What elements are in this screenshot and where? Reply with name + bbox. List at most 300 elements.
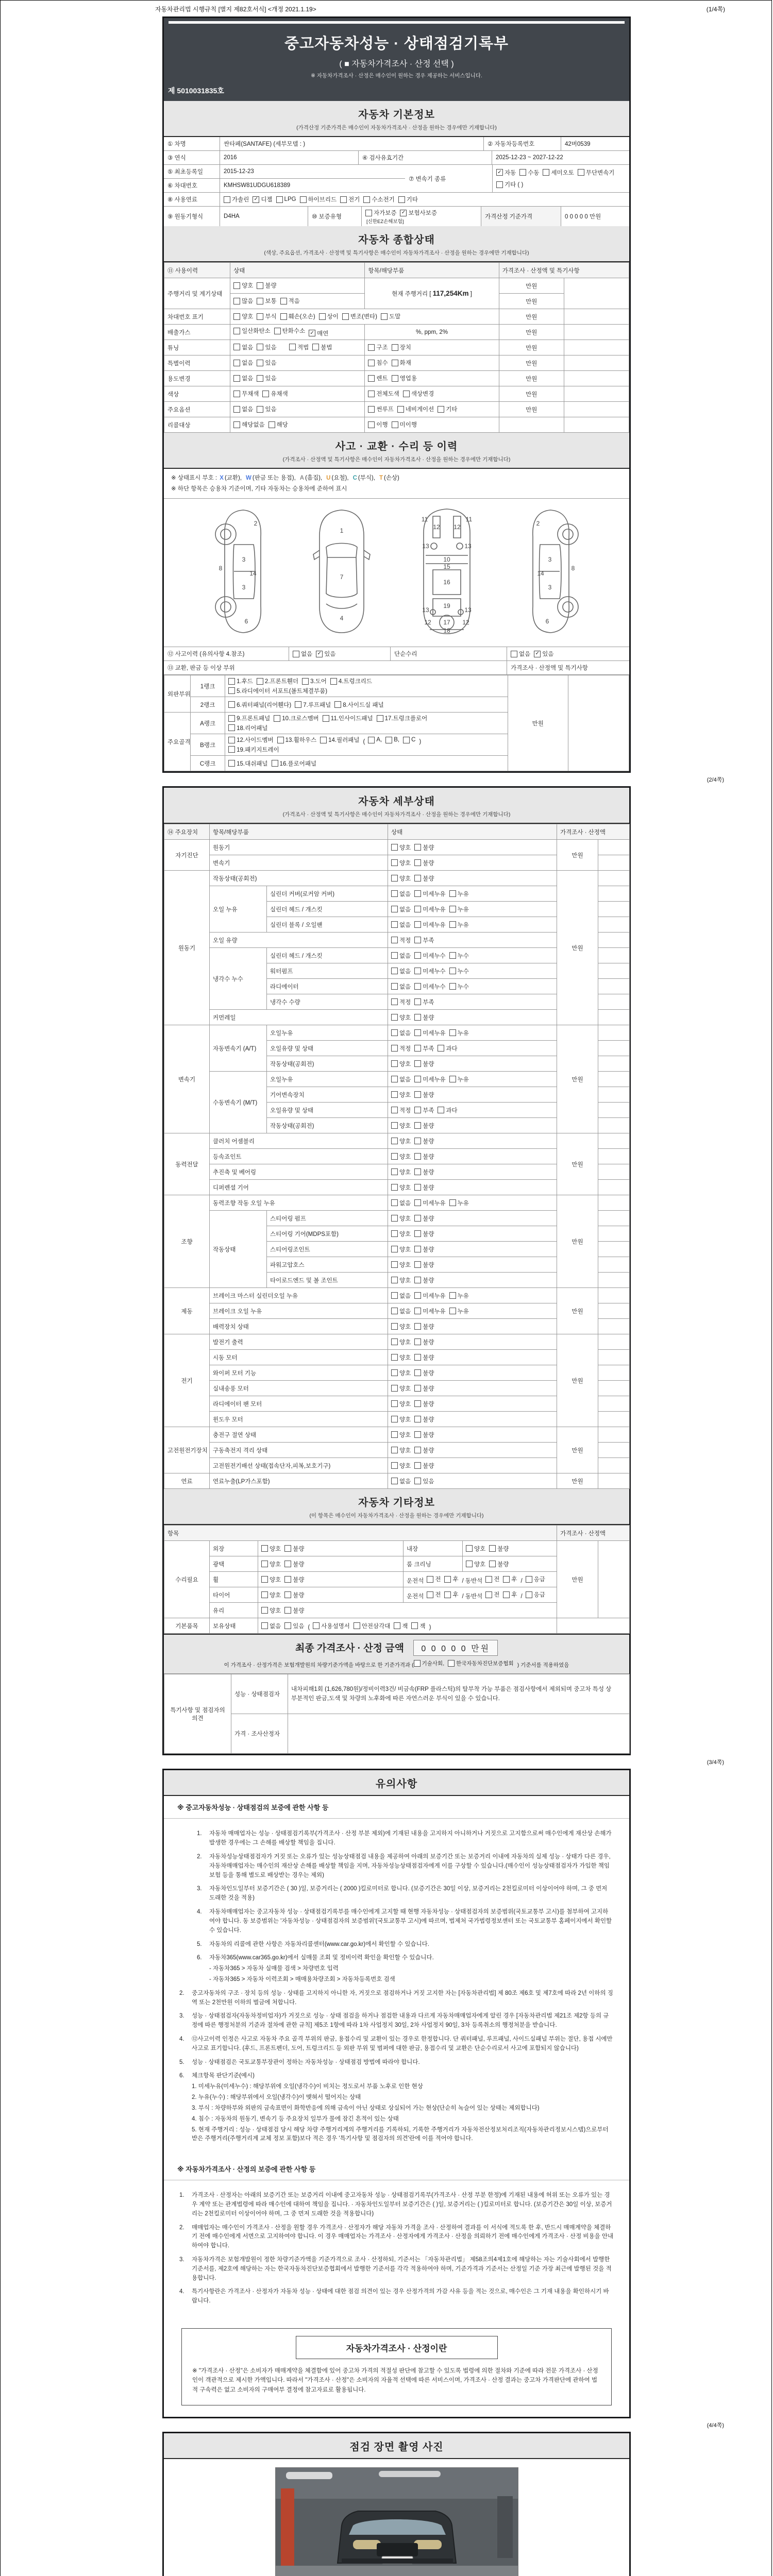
checkbox-과다[interactable] [438, 1106, 457, 1114]
checkbox-양호[interactable] [261, 1575, 281, 1584]
checkbox-양호[interactable] [391, 1400, 411, 1408]
checkbox-불량[interactable] [414, 1415, 434, 1423]
checkbox-icon[interactable] [284, 1591, 291, 1598]
checkbox-icon[interactable] [391, 1354, 398, 1361]
checkbox-미세누유[interactable] [414, 1029, 445, 1037]
checkbox-10.크로스멤버[interactable] [274, 714, 319, 722]
checkbox-적법[interactable] [289, 343, 309, 351]
checkbox-icon[interactable] [391, 1060, 398, 1067]
checkbox-icon[interactable] [414, 1277, 421, 1283]
checkbox-누유[interactable] [449, 1075, 469, 1083]
checkbox-한국자동차진단보증협회[interactable] [448, 1659, 514, 1667]
checkbox-icon[interactable] [414, 1478, 421, 1484]
checkbox-icon[interactable] [414, 1462, 421, 1469]
checkbox-불량[interactable] [414, 843, 434, 852]
checkbox-icon[interactable] [274, 328, 281, 334]
checkbox-사용설명서[interactable] [313, 1622, 350, 1630]
checkbox-icon[interactable] [391, 1045, 398, 1052]
checkbox-탄화수소[interactable] [274, 327, 305, 335]
checkbox-icon[interactable] [578, 169, 584, 176]
checkbox-icon[interactable] [414, 906, 421, 912]
checkbox-많음[interactable] [233, 297, 253, 305]
checkbox-icon[interactable] [391, 844, 398, 851]
checkbox-부족[interactable] [414, 936, 434, 944]
checkbox-B,[interactable] [385, 737, 399, 743]
checkbox-양호[interactable] [261, 1545, 281, 1553]
checkbox-icon[interactable] [391, 998, 398, 1005]
checkbox-icon[interactable] [257, 360, 263, 366]
checkbox-불량[interactable] [414, 874, 434, 883]
checkbox-icon[interactable] [391, 1462, 398, 1469]
checkbox-icon[interactable] [391, 983, 398, 990]
checkbox-불량[interactable] [414, 1462, 434, 1470]
checkbox-양호[interactable] [391, 1415, 411, 1423]
checkbox-icon[interactable] [414, 1029, 421, 1036]
checkbox-불량[interactable] [489, 1560, 509, 1568]
checkbox-icon[interactable] [449, 952, 456, 959]
checkbox-부족[interactable] [414, 1044, 434, 1053]
checkbox-불법[interactable] [312, 343, 332, 351]
checkbox-icon[interactable] [444, 1576, 451, 1583]
checkbox-미세누유[interactable] [414, 1307, 445, 1315]
checkbox-icon[interactable] [391, 859, 398, 866]
checkbox-icon[interactable] [414, 1354, 421, 1361]
checkbox-icon[interactable] [284, 1622, 291, 1629]
checkbox-icon[interactable] [284, 1545, 291, 1552]
checkbox-icon[interactable] [354, 1622, 360, 1629]
checkbox-icon[interactable] [391, 906, 398, 912]
checkbox-기술사회,[interactable] [414, 1659, 445, 1667]
checkbox-icon[interactable] [261, 1622, 268, 1629]
checkbox-응급[interactable] [526, 1575, 545, 1583]
checkbox-icon[interactable] [391, 1338, 398, 1345]
checkbox-icon[interactable] [414, 968, 421, 974]
checked-checkbox-icon[interactable] [316, 651, 323, 657]
checkbox-이행[interactable] [368, 420, 388, 429]
checkbox-LPG[interactable] [276, 196, 296, 203]
checkbox-icon[interactable] [489, 1545, 496, 1552]
checkbox-icon[interactable] [277, 737, 284, 743]
checkbox-icon[interactable] [257, 282, 263, 289]
checkbox-양호[interactable] [391, 859, 411, 867]
checkbox-과다[interactable] [438, 1044, 457, 1053]
checkbox-양호[interactable] [391, 1261, 411, 1269]
checkbox-상이[interactable] [319, 312, 339, 320]
checkbox-icon[interactable] [228, 737, 235, 743]
checkbox-icon[interactable] [368, 391, 375, 397]
checkbox-양호[interactable] [261, 1591, 281, 1599]
checkbox-icon[interactable] [414, 1369, 421, 1376]
checkbox-icon[interactable] [526, 1591, 532, 1598]
checkbox-icon[interactable] [340, 196, 347, 203]
checkbox-icon[interactable] [391, 1122, 398, 1129]
checkbox-하이브리드[interactable] [300, 195, 337, 204]
checkbox-변조(변타)[interactable] [342, 312, 377, 320]
checkbox-색상변경[interactable] [403, 389, 434, 398]
checkbox-icon[interactable] [365, 210, 372, 216]
checkbox-불량[interactable] [284, 1575, 304, 1584]
checkbox-icon[interactable] [449, 906, 456, 912]
checkbox-후[interactable] [444, 1590, 458, 1599]
checkbox-icon[interactable] [368, 360, 375, 366]
checkbox-훼손(오손)[interactable] [280, 312, 315, 320]
checkbox-icon[interactable] [233, 421, 240, 428]
checkbox-icon[interactable] [403, 737, 410, 743]
checkbox-가솔린[interactable] [224, 195, 249, 204]
checkbox-icon[interactable] [261, 1591, 268, 1598]
checkbox-icon[interactable] [342, 313, 349, 320]
checkbox-icon[interactable] [391, 1400, 398, 1407]
checkbox-icon[interactable] [391, 1168, 398, 1175]
checkbox-icon[interactable] [414, 937, 421, 943]
checkbox-15.대쉬패널[interactable] [228, 759, 267, 768]
checkbox-누유[interactable] [449, 921, 469, 929]
checkbox-적정[interactable] [391, 936, 411, 944]
checkbox-icon[interactable] [391, 875, 398, 882]
checkbox-없음[interactable] [511, 650, 530, 658]
checkbox-icon[interactable] [391, 1416, 398, 1422]
checkbox-icon[interactable] [368, 344, 375, 351]
checkbox-icon[interactable] [414, 1122, 421, 1129]
checkbox-icon[interactable] [519, 169, 526, 176]
checkbox-icon[interactable] [228, 724, 235, 731]
checkbox-전[interactable] [485, 1590, 499, 1599]
checkbox-전체도색[interactable] [368, 389, 399, 398]
checkbox-icon[interactable] [485, 1576, 492, 1583]
checkbox-icon[interactable] [511, 651, 517, 657]
checkbox-icon[interactable] [414, 1261, 421, 1268]
checkbox-없음[interactable] [391, 1075, 411, 1083]
checkbox-icon[interactable] [391, 1091, 398, 1098]
checkbox-icon[interactable] [233, 313, 240, 320]
checkbox-icon[interactable] [427, 1591, 433, 1598]
checkbox-icon[interactable] [284, 1561, 291, 1567]
checkbox-icon[interactable] [302, 678, 309, 685]
checkbox-icon[interactable] [414, 1138, 421, 1144]
checkbox-icon[interactable] [414, 1091, 421, 1098]
checkbox-icon[interactable] [323, 715, 329, 722]
checkbox-icon[interactable] [391, 1107, 398, 1113]
checkbox-불량[interactable] [414, 1183, 434, 1192]
checkbox-불량[interactable] [489, 1545, 509, 1553]
checkbox-icon[interactable] [414, 921, 421, 928]
checkbox-후[interactable] [444, 1575, 458, 1583]
checkbox-자가보증[interactable] [365, 209, 396, 217]
checkbox-누유[interactable] [449, 1292, 469, 1300]
checkbox-양호[interactable] [233, 281, 253, 290]
checkbox-양호[interactable] [466, 1560, 485, 1568]
checkbox-양호[interactable] [391, 1183, 411, 1192]
checkbox-icon[interactable] [284, 1607, 291, 1614]
checkbox-icon[interactable] [403, 391, 410, 397]
checkbox-일산화탄소[interactable] [233, 327, 271, 335]
checkbox-잭[interactable] [394, 1622, 408, 1630]
checkbox-8.사이드실 패널[interactable] [334, 701, 383, 709]
checkbox-icon[interactable] [391, 1076, 398, 1082]
checkbox-17.트렁크플로어[interactable] [377, 714, 428, 722]
checkbox-icon[interactable] [228, 678, 235, 685]
checkbox-icon[interactable] [503, 1576, 510, 1583]
checkbox-icon[interactable] [391, 1184, 398, 1191]
checkbox-icon[interactable] [280, 313, 287, 320]
checkbox-양호[interactable] [391, 1153, 411, 1161]
checkbox-icon[interactable] [414, 1323, 421, 1330]
checkbox-양호[interactable] [391, 1168, 411, 1176]
opinion-text[interactable] [288, 1714, 630, 1754]
checkbox-icon[interactable] [391, 1261, 398, 1268]
checked-checkbox-icon[interactable] [534, 651, 541, 657]
checkbox-icon[interactable] [414, 890, 421, 897]
checkbox-icon[interactable] [233, 328, 240, 334]
checkbox-양호[interactable] [261, 1560, 281, 1568]
checkbox-없음[interactable] [391, 967, 411, 975]
checkbox-양호[interactable] [391, 1013, 411, 1022]
checkbox-icon[interactable] [228, 760, 235, 767]
checkbox-불량[interactable] [414, 1230, 434, 1238]
checkbox-icon[interactable] [411, 1622, 418, 1629]
checkbox-없음[interactable] [391, 890, 411, 898]
checkbox-icon[interactable] [274, 715, 280, 722]
checkbox-icon[interactable] [414, 1168, 421, 1175]
checkbox-후[interactable] [503, 1575, 517, 1583]
checkbox-icon[interactable] [391, 1447, 398, 1453]
checkbox-icon[interactable] [449, 1029, 456, 1036]
checkbox-미세누수[interactable] [414, 967, 445, 975]
checkbox-세미오토[interactable] [543, 168, 574, 177]
checkbox-있음[interactable] [534, 650, 553, 658]
checkbox-침수[interactable] [368, 359, 388, 367]
checkbox-icon[interactable] [368, 737, 375, 743]
checkbox-icon[interactable] [397, 406, 404, 413]
checkbox-icon[interactable] [449, 1308, 456, 1314]
checkbox-4.트렁크리드[interactable] [330, 677, 372, 685]
checkbox-없음[interactable] [391, 905, 411, 913]
checkbox-icon[interactable] [228, 701, 235, 708]
checkbox-icon[interactable] [414, 859, 421, 866]
checkbox-미세누유[interactable] [414, 921, 445, 929]
checkbox-icon[interactable] [289, 344, 296, 350]
checkbox-C[interactable] [403, 737, 415, 743]
checkbox-양호[interactable] [391, 1338, 411, 1346]
checkbox-icon[interactable] [300, 196, 307, 203]
checkbox-icon[interactable] [414, 1246, 421, 1252]
checkbox-불량[interactable] [414, 1338, 434, 1346]
checkbox-안전삼각대[interactable] [354, 1622, 391, 1630]
checkbox-도말[interactable] [381, 312, 400, 320]
checkbox-icon[interactable] [313, 1622, 320, 1629]
checkbox-icon[interactable] [391, 1369, 398, 1376]
checkbox-불량[interactable] [414, 1122, 434, 1130]
checkbox-없음[interactable] [391, 982, 411, 991]
checkbox-icon[interactable] [392, 421, 398, 428]
checkbox-icon[interactable] [391, 1478, 398, 1484]
checkbox-icon[interactable] [526, 1576, 532, 1583]
checkbox-누유[interactable] [449, 1029, 469, 1037]
checkbox-icon[interactable] [257, 375, 263, 382]
checkbox-수동[interactable] [519, 168, 539, 177]
checkbox-누유[interactable] [449, 1199, 469, 1207]
checkbox-icon[interactable] [295, 701, 301, 708]
checkbox-양호[interactable] [391, 1431, 411, 1439]
checkbox-썬루프[interactable] [368, 405, 393, 413]
checkbox-불량[interactable] [257, 281, 276, 290]
checkbox-불량[interactable] [414, 1369, 434, 1377]
checkbox-있음[interactable] [257, 343, 276, 351]
checkbox-양호[interactable] [391, 1353, 411, 1362]
checkbox-icon[interactable] [438, 1107, 444, 1113]
checkbox-icon[interactable] [392, 360, 398, 366]
checkbox-icon[interactable] [414, 1416, 421, 1422]
checkbox-icon[interactable] [427, 1576, 433, 1583]
checkbox-양호[interactable] [391, 1230, 411, 1238]
checkbox-icon[interactable] [414, 1199, 421, 1206]
checkbox-icon[interactable] [392, 344, 398, 351]
checkbox-icon[interactable] [466, 1561, 473, 1567]
checkbox-없음[interactable] [293, 650, 312, 658]
checkbox-icon[interactable] [391, 1308, 398, 1314]
checkbox-icon[interactable] [438, 406, 444, 413]
checkbox-화재[interactable] [392, 359, 411, 367]
checkbox-icon[interactable] [449, 890, 456, 897]
checkbox-icon[interactable] [233, 391, 240, 397]
checkbox-icon[interactable] [489, 1561, 496, 1567]
checkbox-icon[interactable] [449, 921, 456, 928]
checkbox-icon[interactable] [391, 1323, 398, 1330]
checkbox-양호[interactable] [391, 1369, 411, 1377]
checkbox-없음[interactable] [391, 1292, 411, 1300]
checkbox-icon[interactable] [414, 1045, 421, 1052]
checkbox-없음[interactable] [391, 921, 411, 929]
checkbox-구조[interactable] [368, 343, 388, 351]
checkbox-icon[interactable] [391, 1029, 398, 1036]
checkbox-없음[interactable] [391, 1307, 411, 1315]
checkbox-불량[interactable] [414, 1261, 434, 1269]
checkbox-불량[interactable] [414, 1276, 434, 1284]
checkbox-icon[interactable] [414, 1060, 421, 1067]
checkbox-icon[interactable] [543, 169, 549, 176]
checkbox-icon[interactable] [257, 344, 263, 350]
checkbox-없음[interactable] [391, 1029, 411, 1037]
checkbox-불량[interactable] [284, 1560, 304, 1568]
checkbox-미이행[interactable] [392, 420, 417, 429]
checkbox-icon[interactable] [320, 737, 327, 743]
checkbox-icon[interactable] [414, 1447, 421, 1453]
checkbox-icon[interactable] [319, 313, 326, 320]
checkbox-icon[interactable] [391, 921, 398, 928]
checkbox-미세누유[interactable] [414, 1292, 445, 1300]
checkbox-양호[interactable] [391, 874, 411, 883]
checkbox-icon[interactable] [391, 1277, 398, 1283]
checkbox-부족[interactable] [414, 1106, 434, 1114]
checkbox-수소전기[interactable] [363, 195, 394, 204]
checkbox-양호[interactable] [261, 1606, 281, 1615]
checkbox-있음[interactable] [257, 359, 276, 367]
checkbox-7.루프패널[interactable] [295, 701, 331, 709]
checkbox-icon[interactable] [414, 1400, 421, 1407]
checkbox-3.도어[interactable] [302, 677, 327, 685]
checkbox-누유[interactable] [449, 905, 469, 913]
checkbox-icon[interactable] [368, 421, 375, 428]
checkbox-14.필러패널[interactable] [320, 736, 359, 744]
checkbox-icon[interactable] [224, 196, 230, 203]
checkbox-불량[interactable] [414, 1137, 434, 1145]
checkbox-icon[interactable] [377, 715, 383, 722]
checkbox-icon[interactable] [233, 344, 240, 350]
checkbox-있음[interactable] [316, 650, 335, 658]
checked-checkbox-icon[interactable] [496, 169, 503, 176]
checkbox-양호[interactable] [233, 312, 253, 320]
checkbox-icon[interactable] [414, 1076, 421, 1082]
checkbox-네비게이션[interactable] [397, 405, 434, 413]
checkbox-불량[interactable] [414, 1353, 434, 1362]
checkbox-9.프론트패널[interactable] [228, 714, 270, 722]
checkbox-양호[interactable] [391, 1060, 411, 1068]
opinion-text[interactable]: 내차피해1회 (1,626,780원)/정비이력3건/ 비금속(FRP 플라스틱)의 탈부착 가능 부품은 점검사항에서 제외되며 중고차 특성 상 부분적인 판금,도색 및 차량의 노후화에 따른 자연스러운 부식이 있을 수 있습니다. [288, 1674, 630, 1714]
checkbox-전[interactable] [427, 1575, 441, 1583]
checkbox-icon[interactable] [449, 1292, 456, 1299]
checkbox-icon[interactable] [228, 687, 235, 694]
checkbox-보험사보증[interactable] [400, 209, 437, 217]
checkbox-없음[interactable] [233, 374, 253, 382]
checkbox-18.리어패널[interactable] [228, 724, 267, 732]
checkbox-icon[interactable] [485, 1591, 492, 1598]
checkbox-icon[interactable] [414, 1107, 421, 1113]
checkbox-누수[interactable] [449, 982, 469, 991]
checkbox-불량[interactable] [414, 1013, 434, 1022]
checkbox-A,[interactable] [368, 737, 382, 743]
checkbox-icon[interactable] [284, 1576, 291, 1583]
checkbox-icon[interactable] [391, 1138, 398, 1144]
checkbox-1.후드[interactable] [228, 677, 253, 685]
checkbox-icon[interactable] [233, 360, 240, 366]
checkbox-미세누수[interactable] [414, 982, 445, 991]
checkbox-불량[interactable] [414, 1431, 434, 1439]
checkbox-양호[interactable] [391, 1384, 411, 1393]
checkbox-icon[interactable] [363, 196, 370, 203]
checkbox-icon[interactable] [385, 737, 392, 743]
checkbox-icon[interactable] [414, 1660, 421, 1667]
checkbox-icon[interactable] [414, 1215, 421, 1222]
checkbox-icon[interactable] [268, 421, 275, 428]
checkbox-icon[interactable] [414, 1338, 421, 1345]
checkbox-후[interactable] [503, 1590, 517, 1599]
checkbox-icon[interactable] [414, 875, 421, 882]
checkbox-icon[interactable] [414, 1292, 421, 1299]
checkbox-전[interactable] [485, 1575, 499, 1583]
checkbox-icon[interactable] [391, 1215, 398, 1222]
checkbox-icon[interactable] [414, 1014, 421, 1021]
checkbox-icon[interactable] [503, 1591, 510, 1598]
checkbox-불량[interactable] [414, 1323, 434, 1331]
checkbox-불량[interactable] [414, 1091, 434, 1099]
checkbox-없음[interactable] [391, 1477, 411, 1485]
checkbox-icon[interactable] [414, 844, 421, 851]
checkbox-icon[interactable] [261, 1545, 268, 1552]
checkbox-누유[interactable] [449, 890, 469, 898]
checkbox-icon[interactable] [414, 1385, 421, 1392]
checkbox-icon[interactable] [312, 344, 319, 350]
checkbox-icon[interactable] [414, 952, 421, 959]
checkbox-icon[interactable] [233, 375, 240, 382]
checkbox-icon[interactable] [257, 678, 263, 685]
checkbox-icon[interactable] [261, 1607, 268, 1614]
checkbox-불량[interactable] [414, 1446, 434, 1454]
checkbox-기타[interactable] [438, 405, 457, 413]
checkbox-icon[interactable] [368, 375, 375, 382]
checkbox-전[interactable] [427, 1590, 441, 1599]
checkbox-양호[interactable] [391, 1276, 411, 1284]
checkbox-있음[interactable] [284, 1622, 304, 1630]
